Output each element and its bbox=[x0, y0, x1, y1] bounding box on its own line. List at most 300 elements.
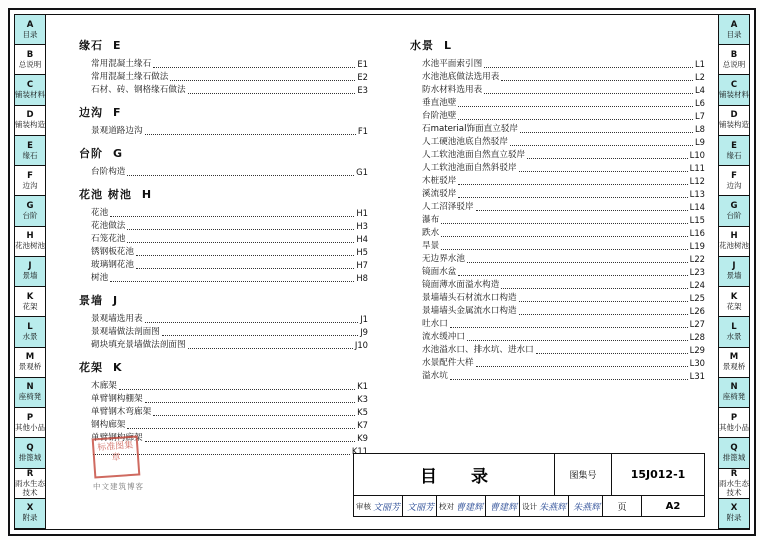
catalog-entry-leader bbox=[127, 235, 354, 243]
catalog-entry-code: H8 bbox=[356, 273, 368, 283]
catalog-entry-label: 瀑布 bbox=[422, 215, 440, 225]
index-tab-label: 水景 bbox=[726, 331, 742, 341]
index-tab-letter: X bbox=[730, 503, 738, 514]
catalog-entry[interactable] bbox=[422, 71, 705, 84]
index-tab-letter: D bbox=[730, 110, 738, 121]
catalog-entry[interactable] bbox=[91, 313, 368, 326]
index-tab-letter: H bbox=[730, 231, 738, 242]
catalog-entry-label: 垂直池壁 bbox=[422, 98, 457, 108]
signature-name: 朱燕辉 bbox=[539, 502, 567, 513]
left-index-tab-F[interactable] bbox=[15, 166, 45, 196]
right-index-tab-A[interactable] bbox=[719, 15, 749, 45]
left-index-tab-Q[interactable] bbox=[15, 438, 45, 468]
title-block bbox=[353, 453, 705, 517]
index-tab-label: 座椅凳 bbox=[18, 392, 42, 402]
index-tab-letter: R bbox=[26, 468, 34, 479]
left-index-tab-A[interactable] bbox=[15, 15, 45, 45]
catalog-entry-label: 木廊架 bbox=[91, 381, 117, 391]
index-tab-label: 景墙 bbox=[22, 271, 38, 281]
catalog-entry[interactable] bbox=[91, 233, 368, 246]
index-tab-letter: L bbox=[731, 321, 737, 332]
right-index-tab-X[interactable] bbox=[719, 499, 749, 529]
catalog-entry-leader bbox=[145, 395, 356, 403]
catalog-entry-label: 石笼花池 bbox=[91, 234, 126, 244]
catalog-entry-leader bbox=[458, 268, 687, 276]
signature-name: 文丽芳 bbox=[407, 502, 435, 513]
left-index-tab-L[interactable] bbox=[15, 317, 45, 347]
catalog-entry-code: L10 bbox=[689, 150, 705, 160]
catalog-entry-leader bbox=[145, 127, 356, 135]
index-tab-label: 景观桥 bbox=[722, 362, 746, 372]
catalog-entry[interactable] bbox=[422, 357, 705, 370]
catalog-entry-code: L8 bbox=[695, 124, 705, 134]
index-tab-letter: M bbox=[729, 352, 739, 363]
right-index-tab-F[interactable] bbox=[719, 166, 749, 196]
catalog-entry-label: 玻璃钢花池 bbox=[91, 260, 134, 270]
catalog-entry-leader bbox=[458, 112, 693, 120]
page-label: 页 bbox=[603, 496, 642, 516]
catalog-group bbox=[79, 37, 368, 97]
catalog-entry[interactable] bbox=[422, 253, 705, 266]
catalog-entry-leader bbox=[145, 315, 359, 323]
catalog-entry-code: L29 bbox=[689, 345, 705, 355]
catalog-entry-label: 景观墙做法剖面图 bbox=[91, 327, 160, 337]
catalog-entry-leader bbox=[476, 203, 688, 211]
index-tab-letter: L bbox=[27, 321, 33, 332]
signature-role: 校对 bbox=[439, 501, 455, 511]
drawing-no-value: 15J012-1 bbox=[630, 468, 686, 481]
catalog-entry-label: 水池平面索引图 bbox=[422, 59, 483, 69]
left-index-tab-J[interactable] bbox=[15, 257, 45, 287]
index-tab-letter: B bbox=[26, 49, 34, 60]
catalog-group-letter: K bbox=[113, 361, 123, 374]
signature-cell bbox=[354, 496, 403, 516]
catalog-entry-leader bbox=[119, 382, 355, 390]
signature-cell bbox=[520, 496, 569, 516]
index-tab-letter: M bbox=[25, 352, 35, 363]
catalog-entry-code: L2 bbox=[695, 72, 705, 82]
catalog-entry[interactable] bbox=[422, 318, 705, 331]
catalog-entry-label: 锈钢板花池 bbox=[91, 247, 134, 257]
catalog-entry[interactable] bbox=[91, 166, 368, 179]
index-tab-label: 铺装材料 bbox=[15, 90, 45, 100]
catalog-entry[interactable] bbox=[422, 214, 705, 227]
catalog-entry[interactable] bbox=[91, 326, 368, 339]
catalog-entry-leader bbox=[441, 216, 687, 224]
catalog-entry-leader bbox=[110, 274, 354, 282]
left-index-tab-D[interactable] bbox=[15, 106, 45, 136]
left-index-tab-N[interactable] bbox=[15, 378, 45, 408]
right-index-tab-G[interactable] bbox=[719, 196, 749, 226]
catalog-entry[interactable] bbox=[422, 266, 705, 279]
index-tab-label: 花架 bbox=[726, 301, 742, 311]
catalog-entry-leader bbox=[188, 341, 353, 349]
catalog-entry-leader bbox=[127, 421, 355, 429]
index-tab-label: 总说明 bbox=[18, 59, 42, 69]
title-block-signature-row bbox=[354, 496, 704, 516]
catalog-entry-leader bbox=[458, 177, 687, 185]
catalog-entry-label: 单臂钢构廊架 bbox=[91, 433, 143, 443]
catalog-entry-code: H4 bbox=[356, 234, 368, 244]
red-seal-stamp bbox=[93, 437, 165, 489]
catalog-entry-label: 木桩驳岸 bbox=[422, 176, 457, 186]
index-tab-letter: Q bbox=[26, 442, 34, 453]
index-tab-letter: Q bbox=[730, 442, 738, 453]
index-tab-label: 目录 bbox=[22, 29, 38, 39]
index-tab-letter: N bbox=[26, 382, 34, 393]
catalog-entry-label: 景墙墙头石材流水口构造 bbox=[422, 293, 517, 303]
signature-name: 朱燕辉 bbox=[573, 502, 601, 513]
catalog-entry[interactable] bbox=[91, 419, 368, 432]
catalog-entry[interactable] bbox=[91, 84, 368, 97]
catalog-group-letter: E bbox=[113, 39, 122, 52]
seal-subtext: 中文建筑博客 bbox=[93, 482, 144, 491]
catalog-entry-code: K1 bbox=[357, 381, 368, 391]
catalog-entry-label: 人工软池池面自然斜驳岸 bbox=[422, 163, 517, 173]
catalog-group-title: 台阶 G bbox=[79, 147, 124, 160]
catalog-entry-label: 旱景 bbox=[422, 241, 440, 251]
index-tab-label: 花池树池 bbox=[719, 241, 749, 251]
drawing-sheet-inner bbox=[14, 14, 750, 530]
index-tab-label: 铺装构造 bbox=[15, 120, 45, 130]
catalog-entry[interactable] bbox=[422, 279, 705, 292]
right-index-tab-K[interactable] bbox=[719, 287, 749, 317]
catalog-entry-label: 常用混凝土缘石做法 bbox=[91, 72, 169, 82]
catalog-entry-label: 水池池底做法选用表 bbox=[422, 72, 500, 82]
right-index-tab-N[interactable] bbox=[719, 378, 749, 408]
left-index-tab-M[interactable] bbox=[15, 348, 45, 378]
index-tab-label: 雨水生态技术 bbox=[719, 478, 749, 497]
right-index-tab-L[interactable] bbox=[719, 317, 749, 347]
catalog-entry[interactable] bbox=[422, 370, 705, 383]
right-index-tab-column bbox=[718, 15, 749, 529]
index-tab-label: 座椅凳 bbox=[722, 392, 746, 402]
left-index-tab-B[interactable] bbox=[15, 45, 45, 75]
catalog-entry-code: J1 bbox=[360, 314, 368, 324]
catalog-entry-code: L9 bbox=[695, 137, 705, 147]
catalog-entry-leader bbox=[536, 346, 688, 354]
signature-role: 审核 bbox=[356, 501, 371, 511]
catalog-entry-code: L31 bbox=[689, 371, 705, 381]
catalog-entry[interactable] bbox=[91, 125, 368, 138]
catalog-entry-code: L11 bbox=[689, 163, 705, 173]
catalog-entry-leader bbox=[467, 333, 688, 341]
catalog-entry-label: 吐水口 bbox=[422, 319, 448, 329]
catalog-entry-label: 单臂钢木弯廊架 bbox=[91, 407, 152, 417]
catalog-entry[interactable] bbox=[422, 240, 705, 253]
right-index-tab-J[interactable] bbox=[719, 257, 749, 287]
catalog-entry-code: E1 bbox=[357, 59, 368, 69]
index-tab-letter: G bbox=[26, 201, 34, 212]
signature-name: 曹建辉 bbox=[456, 502, 484, 513]
catalog-entry-leader bbox=[450, 372, 688, 380]
signature-cell bbox=[437, 496, 486, 516]
index-tab-label: 水景 bbox=[22, 331, 38, 341]
catalog-entry-code: H7 bbox=[356, 260, 368, 270]
catalog-entry-leader bbox=[441, 229, 687, 237]
catalog-entry-leader bbox=[127, 222, 354, 230]
catalog-entry-leader bbox=[153, 60, 355, 68]
catalog-entry-code: L19 bbox=[689, 241, 705, 251]
catalog-entry[interactable] bbox=[422, 149, 705, 162]
index-tab-label: 台阶 bbox=[22, 211, 38, 221]
catalog-entry-leader bbox=[484, 86, 693, 94]
catalog-entry[interactable] bbox=[91, 220, 368, 233]
catalog-entry[interactable] bbox=[91, 406, 368, 419]
catalog-entry-leader bbox=[519, 307, 688, 315]
index-tab-label: 台阶 bbox=[726, 211, 742, 221]
catalog-entry[interactable] bbox=[422, 136, 705, 149]
index-tab-label: 其他小品 bbox=[719, 422, 749, 432]
catalog-entry-label: 水景配件大样 bbox=[422, 358, 474, 368]
catalog-entry-label: 花池做法 bbox=[91, 221, 126, 231]
catalog-entry-leader bbox=[136, 261, 354, 269]
catalog-group bbox=[79, 292, 368, 352]
catalog-entry-code: L23 bbox=[689, 267, 705, 277]
catalog-entry-label: 钢构廊架 bbox=[91, 420, 126, 430]
catalog-entry-leader bbox=[527, 151, 688, 159]
index-tab-label: 附录 bbox=[726, 513, 742, 523]
catalog-entry-leader bbox=[188, 86, 356, 94]
left-index-tab-R[interactable] bbox=[15, 469, 45, 499]
catalog-group-title: 水景 L bbox=[410, 39, 453, 52]
index-tab-letter: F bbox=[731, 170, 737, 181]
catalog-entry-label: 人工硬池池底自然驳岸 bbox=[422, 137, 508, 147]
catalog-entry-leader bbox=[510, 138, 693, 146]
right-index-tab-H[interactable] bbox=[719, 227, 749, 257]
left-index-tab-C[interactable] bbox=[15, 75, 45, 105]
catalog-entry[interactable] bbox=[91, 207, 368, 220]
index-tab-letter: B bbox=[730, 49, 738, 60]
catalog-entry[interactable] bbox=[91, 71, 368, 84]
catalog-entry[interactable] bbox=[91, 339, 368, 352]
catalog-group-letter: L bbox=[444, 39, 453, 52]
catalog-entry-code: L24 bbox=[689, 280, 705, 290]
catalog-entry-label: 镜面水盆 bbox=[422, 267, 457, 277]
catalog-entry-leader bbox=[136, 248, 354, 256]
catalog-content bbox=[45, 15, 719, 529]
catalog-group bbox=[79, 145, 368, 179]
catalog-entry-code: L7 bbox=[695, 111, 705, 121]
index-tab-label: 铺装材料 bbox=[719, 90, 749, 100]
catalog-entry[interactable] bbox=[422, 227, 705, 240]
catalog-entry-label: 石材、砖、钢格缘石做法 bbox=[91, 85, 186, 95]
index-tab-letter: F bbox=[27, 170, 33, 181]
sheet-title-cell bbox=[354, 454, 555, 495]
catalog-entry-leader bbox=[501, 281, 687, 289]
catalog-entry-label: 水池溢水口、排水坑、进水口 bbox=[422, 345, 534, 355]
catalog-entry-label: 花池 bbox=[91, 208, 109, 218]
catalog-entry-code: L26 bbox=[689, 306, 705, 316]
catalog-entry-leader bbox=[519, 294, 688, 302]
right-index-tab-M[interactable] bbox=[719, 348, 749, 378]
catalog-entry[interactable] bbox=[422, 110, 705, 123]
catalog-entry-label: 景观道路边沟 bbox=[91, 126, 143, 136]
index-tab-label: 边沟 bbox=[22, 180, 38, 190]
catalog-entry-code: H1 bbox=[356, 208, 368, 218]
catalog-entry-label: 镜面薄水面溢水构造 bbox=[422, 280, 500, 290]
signature-name: 文丽芳 bbox=[373, 502, 401, 513]
index-tab-letter: A bbox=[730, 19, 738, 30]
left-index-tab-H[interactable] bbox=[15, 227, 45, 257]
catalog-entry-code: L12 bbox=[689, 176, 705, 186]
catalog-entry[interactable] bbox=[422, 344, 705, 357]
index-tab-letter: J bbox=[732, 261, 736, 272]
catalog-entry-label: 景墙墙头金属流水口构造 bbox=[422, 306, 517, 316]
index-tab-letter: N bbox=[730, 382, 738, 393]
catalog-entry-code: L25 bbox=[689, 293, 705, 303]
catalog-entry-code: L1 bbox=[695, 59, 705, 69]
right-index-tab-P[interactable] bbox=[719, 408, 749, 438]
catalog-entry-code: L28 bbox=[689, 332, 705, 342]
catalog-entry[interactable] bbox=[91, 393, 368, 406]
catalog-entry-leader bbox=[145, 434, 356, 442]
index-tab-letter: J bbox=[28, 261, 32, 272]
index-tab-letter: P bbox=[730, 412, 738, 423]
right-index-tab-D[interactable] bbox=[719, 106, 749, 136]
catalog-entry-leader bbox=[484, 60, 693, 68]
catalog-entry-code: L15 bbox=[689, 215, 705, 225]
catalog-entry[interactable] bbox=[422, 97, 705, 110]
drawing-sheet-border bbox=[8, 8, 756, 536]
index-tab-label: 雨水生态技术 bbox=[15, 478, 45, 497]
index-tab-label: 边沟 bbox=[726, 180, 742, 190]
catalog-entry-label: 景观墙选用表 bbox=[91, 314, 143, 324]
signature-name: 曹建辉 bbox=[490, 502, 518, 513]
catalog-entry-label: 砌块填充景墙做法剖面图 bbox=[91, 340, 186, 350]
catalog-group bbox=[79, 186, 368, 285]
index-tab-label: 排篦城 bbox=[722, 452, 746, 462]
catalog-group-title: 花架 K bbox=[79, 361, 123, 374]
signature-cell bbox=[403, 496, 437, 516]
catalog-entry-code: H5 bbox=[356, 247, 368, 257]
catalog-group-letter: J bbox=[113, 294, 119, 307]
catalog-entry-leader bbox=[520, 125, 693, 133]
index-tab-label: 景墙 bbox=[726, 271, 742, 281]
catalog-group-letter: F bbox=[113, 106, 122, 119]
catalog-entry-label: 单臂钢构棚架 bbox=[91, 394, 143, 404]
index-tab-letter: K bbox=[26, 291, 34, 302]
catalog-entry[interactable] bbox=[422, 175, 705, 188]
index-tab-letter: A bbox=[26, 19, 34, 30]
catalog-entry-code: E3 bbox=[357, 85, 368, 95]
catalog-entry-label: 石material饰面直立驳岸 bbox=[422, 124, 519, 134]
right-index-tab-C[interactable] bbox=[719, 75, 749, 105]
catalog-group bbox=[79, 104, 368, 138]
catalog-entry[interactable] bbox=[422, 292, 705, 305]
right-index-tab-R[interactable] bbox=[719, 469, 749, 499]
catalog-entry-label: 台阶池壁 bbox=[422, 111, 457, 121]
catalog-entry[interactable] bbox=[91, 246, 368, 259]
catalog-entry[interactable] bbox=[422, 162, 705, 175]
index-tab-letter: X bbox=[26, 503, 34, 514]
sheet-title: 目 录 bbox=[420, 467, 502, 487]
catalog-entry-code: J10 bbox=[354, 340, 368, 350]
seal-square: 标准图集章 bbox=[92, 435, 141, 478]
index-tab-label: 目录 bbox=[726, 29, 742, 39]
catalog-entry-leader bbox=[458, 190, 687, 198]
catalog-entry[interactable] bbox=[422, 58, 705, 71]
index-tab-letter: E bbox=[731, 140, 737, 151]
catalog-entry[interactable] bbox=[422, 201, 705, 214]
catalog-entry-code: H3 bbox=[356, 221, 368, 231]
catalog-entry-code: J9 bbox=[360, 327, 368, 337]
left-index-tab-G[interactable] bbox=[15, 196, 45, 226]
catalog-entry-code: K7 bbox=[357, 420, 368, 430]
catalog-entry-code: G1 bbox=[356, 167, 368, 177]
index-tab-label: 总说明 bbox=[722, 59, 746, 69]
catalog-entry-code: L16 bbox=[689, 228, 705, 238]
catalog-group-title: 边沟 F bbox=[79, 106, 122, 119]
catalog-entry-code: L30 bbox=[689, 358, 705, 368]
left-index-tab-X[interactable] bbox=[15, 499, 45, 529]
catalog-group-letter: G bbox=[113, 147, 124, 160]
left-index-tab-P[interactable] bbox=[15, 408, 45, 438]
index-tab-letter: K bbox=[730, 291, 738, 302]
catalog-entry[interactable] bbox=[91, 58, 368, 71]
catalog-entry-code: E2 bbox=[357, 72, 368, 82]
title-block-top-row bbox=[354, 454, 704, 496]
right-index-tab-B[interactable] bbox=[719, 45, 749, 75]
catalog-entry-leader bbox=[458, 99, 693, 107]
catalog-entry[interactable] bbox=[91, 272, 368, 285]
catalog-entry-code: L13 bbox=[689, 189, 705, 199]
index-tab-letter: G bbox=[730, 201, 738, 212]
catalog-entry[interactable] bbox=[422, 331, 705, 344]
catalog-group bbox=[410, 37, 705, 383]
catalog-entry-label: 溪流驳岸 bbox=[422, 189, 457, 199]
left-index-tab-E[interactable] bbox=[15, 136, 45, 166]
index-tab-letter: C bbox=[730, 80, 738, 91]
index-tab-label: 花池树池 bbox=[15, 241, 45, 251]
catalog-entry-code: K3 bbox=[357, 394, 368, 404]
left-index-tab-K[interactable] bbox=[15, 287, 45, 317]
catalog-entry[interactable] bbox=[422, 188, 705, 201]
right-index-tab-E[interactable] bbox=[719, 136, 749, 166]
catalog-entry-leader bbox=[127, 168, 354, 176]
index-tab-letter: D bbox=[26, 110, 34, 121]
catalog-entry-leader bbox=[153, 408, 355, 416]
catalog-entry[interactable] bbox=[91, 380, 368, 393]
catalog-group-letter: H bbox=[141, 188, 153, 201]
catalog-entry-code: L4 bbox=[695, 85, 705, 95]
catalog-entry-code: L6 bbox=[695, 98, 705, 108]
catalog-entry-code: F1 bbox=[357, 126, 368, 136]
catalog-entry[interactable] bbox=[422, 84, 705, 97]
index-tab-letter: C bbox=[26, 80, 34, 91]
catalog-group-title: 缘石 E bbox=[79, 39, 122, 52]
catalog-entry[interactable] bbox=[422, 305, 705, 318]
index-tab-label: 花架 bbox=[22, 301, 38, 311]
right-index-tab-Q[interactable] bbox=[719, 438, 749, 468]
signature-cell bbox=[569, 496, 603, 516]
catalog-entry-leader bbox=[476, 359, 688, 367]
catalog-entry-code: L22 bbox=[689, 254, 705, 264]
index-tab-letter: R bbox=[730, 468, 738, 479]
catalog-entry[interactable] bbox=[91, 259, 368, 272]
signature-role: 设计 bbox=[522, 501, 538, 511]
catalog-entry[interactable] bbox=[422, 123, 705, 136]
catalog-entry-leader bbox=[110, 209, 354, 217]
catalog-entry-leader bbox=[519, 164, 688, 172]
index-tab-label: 铺装构造 bbox=[719, 120, 749, 130]
index-tab-letter: P bbox=[26, 412, 34, 423]
catalog-entry-leader bbox=[170, 73, 355, 81]
catalog-entry-label: 跌水 bbox=[422, 228, 440, 238]
catalog-entry-leader bbox=[450, 320, 688, 328]
catalog-right-column bbox=[382, 37, 719, 457]
catalog-entry-leader bbox=[441, 242, 687, 250]
